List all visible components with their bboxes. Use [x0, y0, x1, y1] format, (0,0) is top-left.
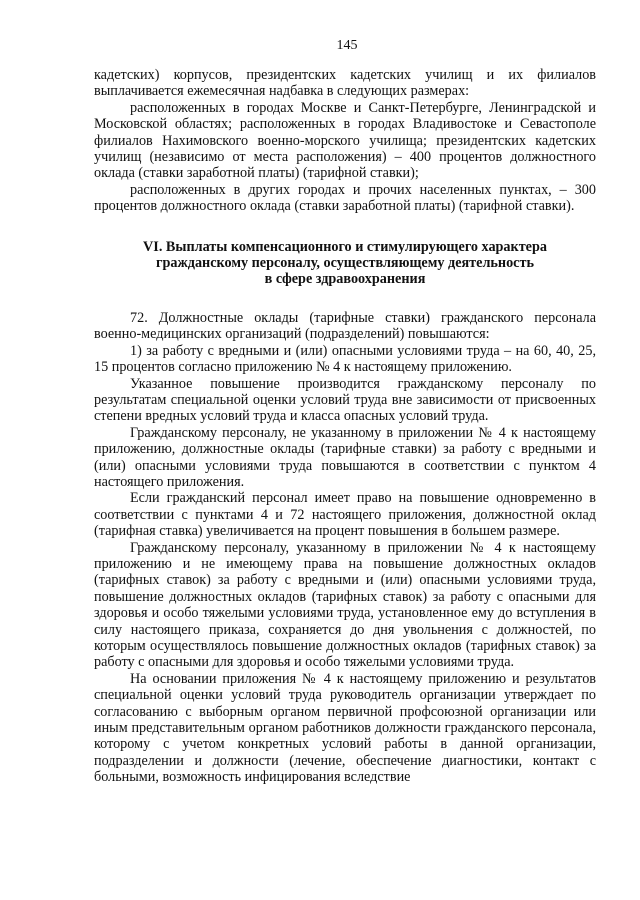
paragraph: кадетских) корпусов, президентских кадетских училищ и их филиалов выплачивается ежемесячная надбавка в следующих размерах:: [94, 67, 596, 100]
paragraph: Указанное повышение производится гражданскому персоналу по результатам специальной оценки условий труда вне зависимости от присвоенных степени вредных условий труда и класса опасных условий труда.: [94, 375, 596, 425]
paragraph: 72. Должностные оклады (тарифные ставки) гражданского персонала военно-медицинских организаций (подразделений) повышаются:: [94, 309, 596, 343]
section-title: [94, 239, 596, 288]
paragraph: Гражданскому персоналу, указанному в приложении № 4 к настоящему приложению и не имеющему права на повышение должностных окладов (тарифных ставок) за работу с вредными и (или) опасными условиями труда, повышение должностных окладов (тарифных ставок) за работу с опасными для здоровья и особо тяжелыми условиями труда, установленное ему до вступления в силу настоящего приказа, сохраняется до дня увольнения с должностей, по которым осуществлялось повышение должностных окладов (тарифных ставок) за работу с опасными для здоровья и особо тяжелыми условиями труда.: [94, 539, 596, 671]
paragraph: 1) за работу с вредными и (или) опасными условиями труда – на 60, 40, 25, 15 процентов согласно приложению № 4 к настоящему приложению.: [94, 342, 596, 376]
paragraph: расположенных в городах Москве и Санкт-Петербурге, Ленинградской и Московской областях; расположенных в городах Владивостоке и Севастополе филиалов Нахимовского военно-морского училища; президентских кадетских училищ (независимо от места расположения) – 400 процентов должностного оклада (ставки заработной платы) (тарифной ставки);: [94, 99, 596, 182]
section-title-line: в сфере здравоохранения: [264, 271, 426, 288]
paragraph: На основании приложения № 4 к настоящему приложению и результатов специальной оценки условий труда руководитель организации утверждает по согласованию с выборным органом первичной профсоюзной организации или иным представительным органом работников должности гражданского персонала, которому с учетом конкретных условий работы в данной организации, подразделении и должности (лечение, обеспечение диагностики, контакт с больными, возможность инфицирования вследствие: [94, 670, 596, 786]
paragraph: расположенных в других городах и прочих населенных пунктах, – 300 процентов должностного оклада (ставки заработной платы) (тарифной ставки).: [94, 181, 596, 215]
section-title-line: гражданскому персоналу, осуществляющему деятельность: [156, 255, 534, 272]
paragraph: Гражданскому персоналу, не указанному в приложении № 4 к настоящему приложению, должностные оклады (тарифные ставки) за работу с вредными и (или) опасными условиями труда повышаются в соответствии с пунктом 4 настоящего приложения.: [94, 424, 596, 490]
section-title-line: VI. Выплаты компенсационного и стимулирующего характера: [143, 238, 547, 255]
paragraph: Если гражданский персонал имеет право на повышение одновременно в соответствии с пунктами 4 и 72 настоящего приложения, должностной оклад (тарифная ставка) увеличивается на процент повышения в большем размере.: [94, 490, 596, 540]
paragraphs-before: [94, 67, 596, 215]
paragraphs-after: [94, 310, 596, 786]
page-number: 145: [336, 38, 358, 53]
